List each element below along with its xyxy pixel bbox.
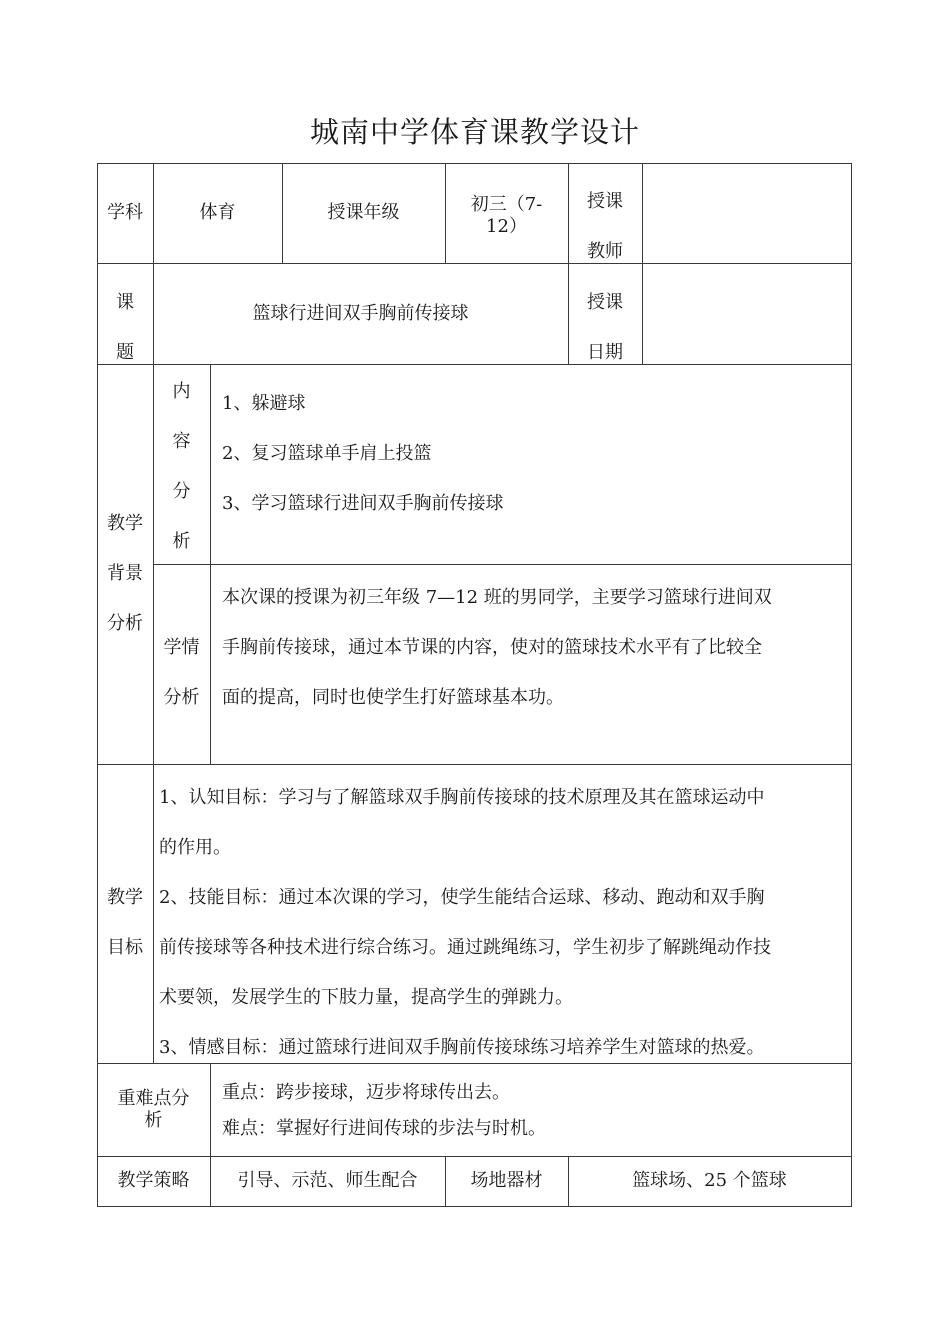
date-label-line: 授课 [587,292,623,313]
topic-label-line: 课 [116,292,134,313]
topic-value: 篮球行进间双手胸前传接球 [252,302,469,324]
text-line: 手胸前传接球，通过本节课的内容，使对的篮球技术水平有了比较全 [222,637,762,658]
background-label-line: 分析 [107,613,143,634]
rule [97,1206,852,1207]
student-label-line: 分析 [163,687,200,708]
text-line: 2、技能目标：通过本次课的学习，使学生能结合运球、移动、跑动和双手胸 [159,887,765,908]
topic-label-line: 题 [116,342,134,363]
date-value [642,263,851,364]
subject-label: 学科 [107,202,143,223]
equipment-label: 场地器材 [470,1170,543,1191]
date-label-line: 日期 [587,342,623,363]
rule [210,1063,211,1156]
text-line: 本次课的授课为初三年级 7—12 班的男同学，主要学习篮球行进间双 [222,587,772,608]
rule [210,364,211,764]
strategy-label: 教学策略 [117,1170,190,1191]
teacher-label-line: 教师 [587,241,623,262]
key-points-text [222,1075,842,1147]
document-title: 城南中学体育课教学设计 [309,115,640,149]
teacher-value [642,163,851,263]
background-label-line: 背景 [107,563,143,584]
teacher-label-line: 授课 [587,191,623,212]
content-label-char: 内 [172,381,191,402]
objectives-label [97,873,153,973]
grade-value-line: 12） [486,216,527,237]
teacher-label [568,177,642,277]
difficulty-point: 难点：掌握好行进间传球的步法与时机。 [222,1118,546,1139]
objectives-label-line: 目标 [107,937,143,958]
text-line: 前传接球等各种技术进行综合练习。通过跳绳练习，学生初步了解跳绳动作技 [159,937,771,958]
list-item: 1、躲避球 [222,393,306,414]
content-label-char: 析 [172,531,191,552]
grade-value-line: 初三（7- [470,194,543,215]
student-analysis-label [153,623,210,723]
background-label [97,499,153,649]
equipment-value: 篮球场、25 个篮球 [632,1170,787,1191]
list-item: 2、复习篮球单手肩上投篮 [222,443,432,464]
content-analysis-label [153,367,210,567]
text-line: 3、情感目标：通过篮球行进间双手胸前传接球练习培养学生对篮球的热爱。 [159,1037,765,1058]
lesson-plan-table [97,163,852,1207]
rule [153,564,852,565]
text-line: 1、认知目标：学习与了解篮球双手胸前传接球的技术原理及其在篮球运动中 [159,787,765,808]
strategy-value: 引导、示范、师生配合 [237,1170,418,1191]
key-points-label [97,1088,210,1132]
key-points-label-line: 重难点分 [117,1088,190,1109]
objectives-label-line: 教学 [107,887,143,908]
rule [97,764,852,765]
content-list [222,379,842,529]
student-analysis-text [222,573,847,723]
content-label-char: 容 [172,431,191,452]
key-points-label-line: 析 [144,1110,163,1131]
rule [851,163,852,1207]
list-item: 3、学习篮球行进间双手胸前传接球 [222,493,504,514]
date-label [568,278,642,378]
text-line: 的作用。 [159,837,231,858]
background-label-line: 教学 [107,513,143,534]
grade-label: 授课年级 [327,202,400,223]
subject-value: 体育 [199,202,236,223]
text-line: 术要领，发展学生的下肢力量，提高学生的弹跳力。 [159,987,573,1008]
content-label-char: 分 [172,481,191,502]
key-point: 重点：跨步接球，迈步将球传出去。 [222,1082,510,1103]
topic-label [97,278,153,378]
grade-value [445,194,568,238]
text-line: 面的提高，同时也使学生打好篮球基本功。 [222,687,564,708]
student-label-line: 学情 [163,637,200,658]
objectives-text [159,773,849,1073]
rule [153,764,154,1063]
